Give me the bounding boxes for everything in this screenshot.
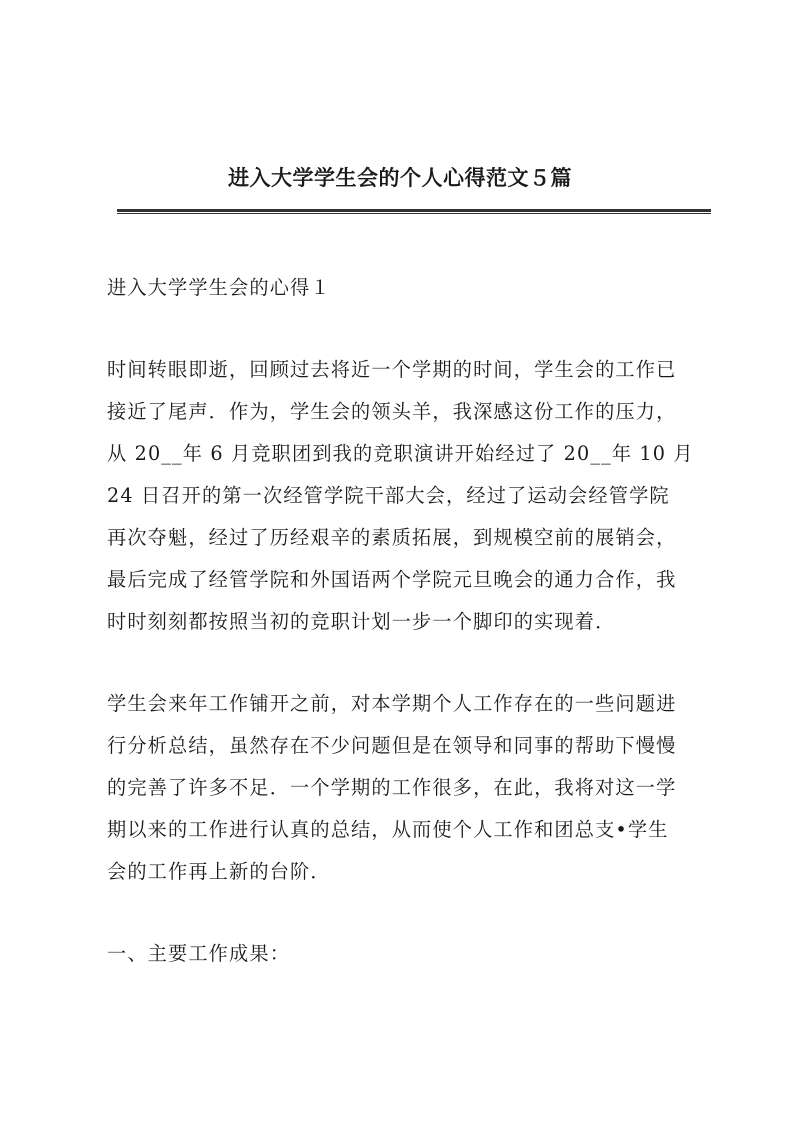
- paragraph-line: 最后完成了经管学院和外国语两个学院元旦晚会的通力合作，我: [107, 568, 677, 591]
- paragraph-line: 再次夺魁，经过了历经艰辛的素质拓展，到规模空前的展销会，: [107, 526, 677, 549]
- paragraph-line: 24 日召开的第一次经管学院干部大会，经过了运动会经管学院: [107, 484, 670, 507]
- paragraph-line: 行分析总结，虽然存在不少问题但是在领导和同事的帮助下慢慢: [107, 734, 677, 757]
- section-heading: 进入大学学生会的心得１: [107, 276, 331, 299]
- subheading: 一、主要工作成果：: [107, 942, 291, 965]
- paragraph-line: 期以来的工作进行认真的总结，从而使个人工作和团总支•学生: [107, 818, 669, 841]
- paragraph-line: 学生会来年工作铺开之前，对本学期个人工作存在的一些问题进: [107, 692, 677, 715]
- paragraph-line: 会的工作再上新的台阶．: [107, 860, 331, 883]
- paragraph-line: 时间转眼即逝，回顾过去将近一个学期的时间，学生会的工作已: [107, 358, 677, 381]
- document-title: 进入大学学生会的个人心得范文５篇: [228, 165, 572, 190]
- paragraph-line: 时时刻刻都按照当初的竞职计划一步一个脚印的实现着．: [107, 610, 616, 633]
- title-divider: [117, 209, 711, 214]
- paragraph-line: 从 20__年 6 月竞职团到我的竞职演讲开始经过了 20__年 10 月: [107, 442, 694, 465]
- paragraph-line: 的完善了许多不足．一个学期的工作很多，在此，我将对这一学: [107, 776, 677, 799]
- paragraph-line: 接近了尾声．作为，学生会的领头羊，我深感这份工作的压力，: [107, 400, 677, 423]
